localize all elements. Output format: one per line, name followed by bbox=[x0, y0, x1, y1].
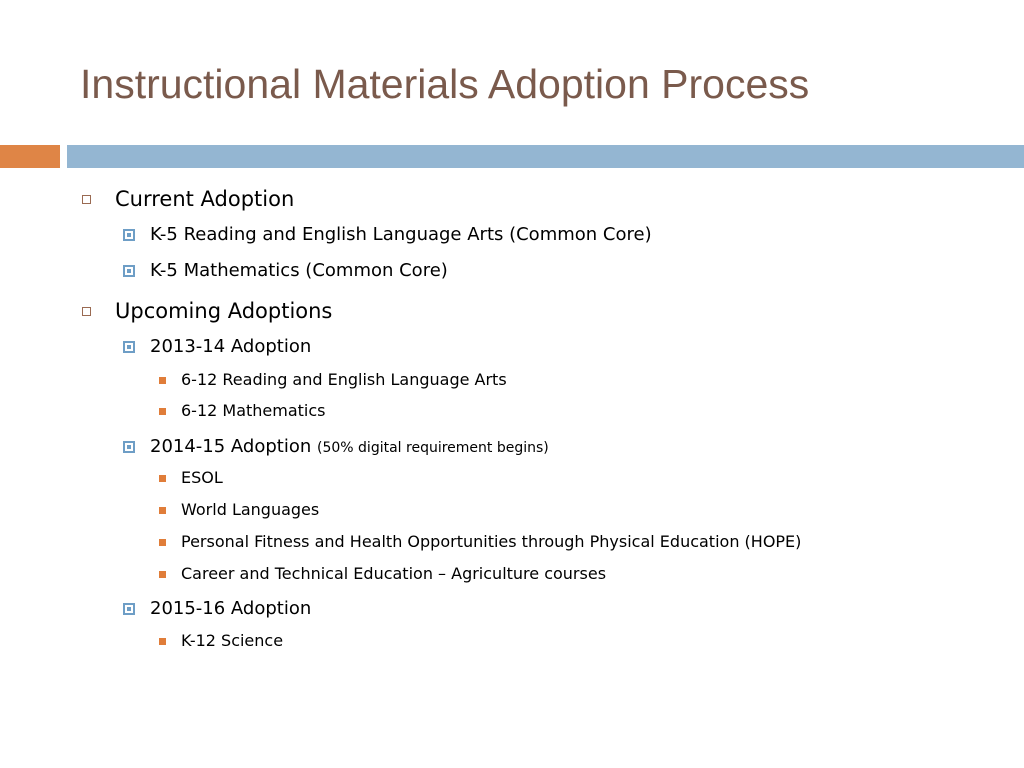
list-item: ESOL bbox=[181, 468, 223, 487]
accent-band-blue bbox=[67, 145, 1024, 168]
filled-square-icon bbox=[159, 638, 166, 645]
framed-square-icon bbox=[123, 265, 135, 277]
list-item: K-5 Reading and English Language Arts (Common Core) bbox=[150, 224, 652, 245]
framed-square-icon bbox=[123, 229, 135, 241]
adoption-2014-15-label: 2014-15 Adoption bbox=[150, 436, 312, 457]
slide-title: Instructional Materials Adoption Process bbox=[80, 61, 810, 107]
list-item: K-12 Science bbox=[181, 631, 284, 650]
list-item: 6-12 Mathematics bbox=[181, 401, 326, 420]
framed-square-icon bbox=[123, 603, 135, 615]
digital-requirement-note: (50% digital requirement begins) bbox=[317, 440, 549, 456]
framed-square-icon bbox=[123, 441, 135, 453]
list-item: K-5 Mathematics (Common Core) bbox=[150, 260, 448, 281]
filled-square-icon bbox=[159, 408, 166, 415]
filled-square-icon bbox=[159, 475, 166, 482]
list-item: Career and Technical Education – Agriculture courses bbox=[181, 564, 607, 583]
adoption-2014-15-heading bbox=[150, 434, 549, 461]
list-item: Personal Fitness and Health Opportunities through Physical Education (HOPE) bbox=[181, 532, 802, 551]
hollow-square-icon bbox=[82, 195, 91, 204]
filled-square-icon bbox=[159, 507, 166, 514]
section-current-adoption: Current Adoption bbox=[115, 187, 295, 211]
filled-square-icon bbox=[159, 571, 166, 578]
accent-band-orange bbox=[0, 145, 60, 168]
section-upcoming-adoptions: Upcoming Adoptions bbox=[115, 299, 333, 323]
list-item: 6-12 Reading and English Language Arts bbox=[181, 370, 507, 389]
list-item: World Languages bbox=[181, 500, 320, 519]
adoption-2013-14-heading: 2013-14 Adoption bbox=[150, 336, 312, 357]
filled-square-icon bbox=[159, 539, 166, 546]
framed-square-icon bbox=[123, 341, 135, 353]
filled-square-icon bbox=[159, 377, 166, 384]
hollow-square-icon bbox=[82, 307, 91, 316]
adoption-2015-16-heading: 2015-16 Adoption bbox=[150, 598, 312, 619]
